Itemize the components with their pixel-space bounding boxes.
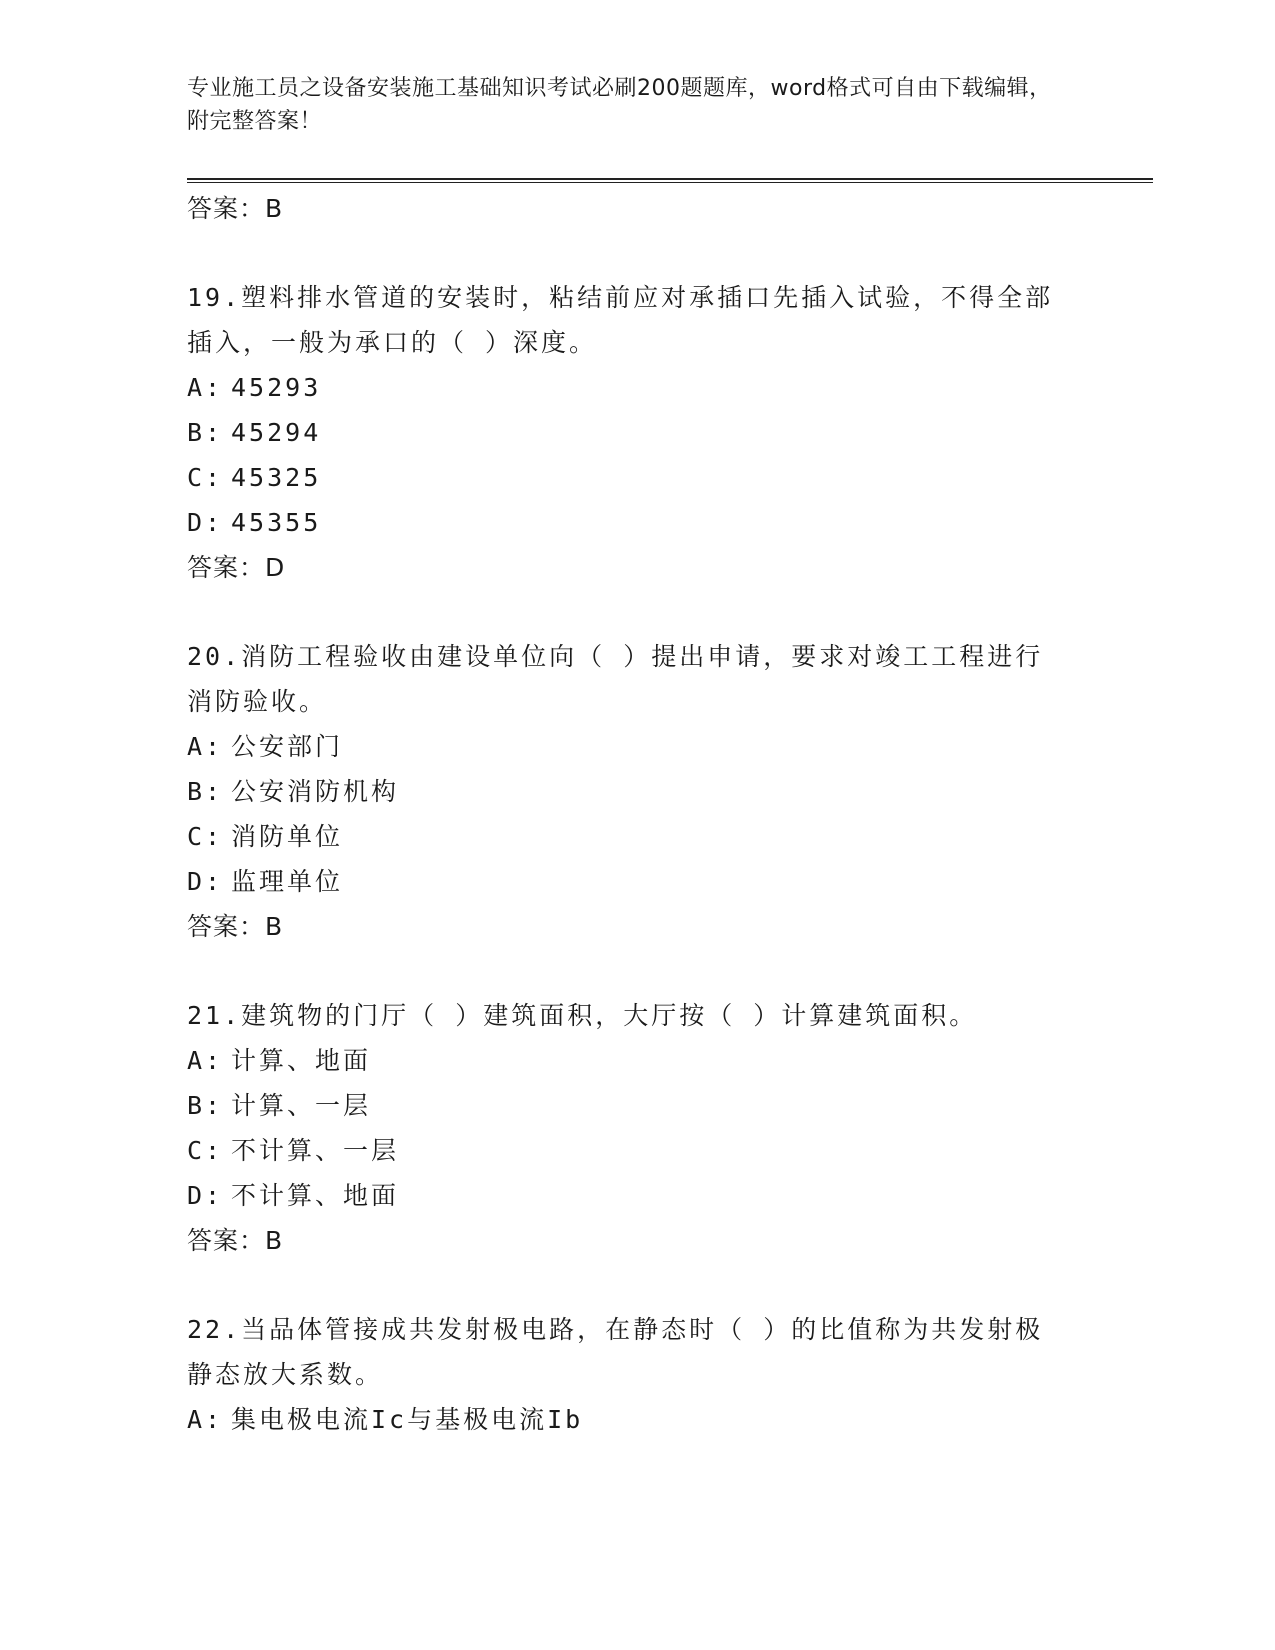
option-text: 消防单位 (231, 822, 344, 851)
answer-line: 答案：B (187, 194, 284, 223)
option-c (187, 1128, 1087, 1173)
option-letter: B: (187, 418, 224, 447)
option-b (187, 1083, 1087, 1128)
question-text: 20.消防工程验收由建设单位向（ ）提出申请，要求对竣工工程进行消防验收。 (187, 642, 1044, 716)
option-letter: B: (187, 1091, 224, 1120)
option-text: 45325 (231, 463, 322, 492)
option-a (187, 724, 1087, 769)
option-letter: C: (187, 822, 224, 851)
question-item (187, 634, 1087, 949)
option-letter: A: (187, 732, 224, 761)
option-d (187, 859, 1087, 904)
question-item (187, 1307, 1087, 1442)
option-c (187, 455, 1087, 500)
option-letter: D: (187, 867, 224, 896)
question-text: 21.建筑物的门厅（ ）建筑面积，大厅按（ ）计算建筑面积。 (187, 1001, 978, 1030)
option-text: 公安消防机构 (231, 777, 400, 806)
option-b (187, 769, 1087, 814)
option-a (187, 1038, 1087, 1083)
option-letter: A: (187, 373, 224, 402)
option-text: 45293 (231, 373, 322, 402)
question-list (187, 186, 1087, 1442)
option-text: 45294 (231, 418, 322, 447)
option-text: 不计算、一层 (231, 1136, 400, 1165)
answer-line: 答案：B (187, 1226, 284, 1255)
option-a (187, 1397, 1087, 1442)
option-text: 公安部门 (231, 732, 344, 761)
page-header (187, 72, 1067, 138)
option-letter: D: (187, 508, 224, 537)
answer-line: 答案：D (187, 553, 286, 582)
option-letter: A: (187, 1046, 224, 1075)
option-letter: A: (187, 1405, 224, 1434)
question-text: 19.塑料排水管道的安装时，粘结前应对承插口先插入试验，不得全部插入，一般为承口的（ ）深度。 (187, 283, 1054, 357)
option-text: 监理单位 (231, 867, 344, 896)
option-a (187, 365, 1087, 410)
option-letter: C: (187, 1136, 224, 1165)
option-b (187, 410, 1087, 455)
option-text: 45355 (231, 508, 322, 537)
option-letter: D: (187, 1181, 224, 1210)
option-text: 计算、地面 (231, 1046, 372, 1075)
document-title: 专业施工员之设备安装施工基础知识考试必刷200题题库，word格式可自由下载编辑，附完整答案！ (187, 76, 1052, 134)
option-text: 计算、一层 (231, 1091, 372, 1120)
header-divider (187, 178, 1153, 183)
option-text: 不计算、地面 (231, 1181, 400, 1210)
question-text: 22.当品体管接成共发射极电路，在静态时（ ）的比值称为共发射极静态放大系数。 (187, 1315, 1044, 1389)
option-d (187, 500, 1087, 545)
option-letter: B: (187, 777, 224, 806)
option-d (187, 1173, 1087, 1218)
option-c (187, 814, 1087, 859)
option-letter: C: (187, 463, 224, 492)
question-item (187, 993, 1087, 1263)
answer-line: 答案：B (187, 912, 284, 941)
option-text: 集电极电流Ic与基极电流Ib (231, 1405, 584, 1434)
question-item (187, 275, 1087, 590)
